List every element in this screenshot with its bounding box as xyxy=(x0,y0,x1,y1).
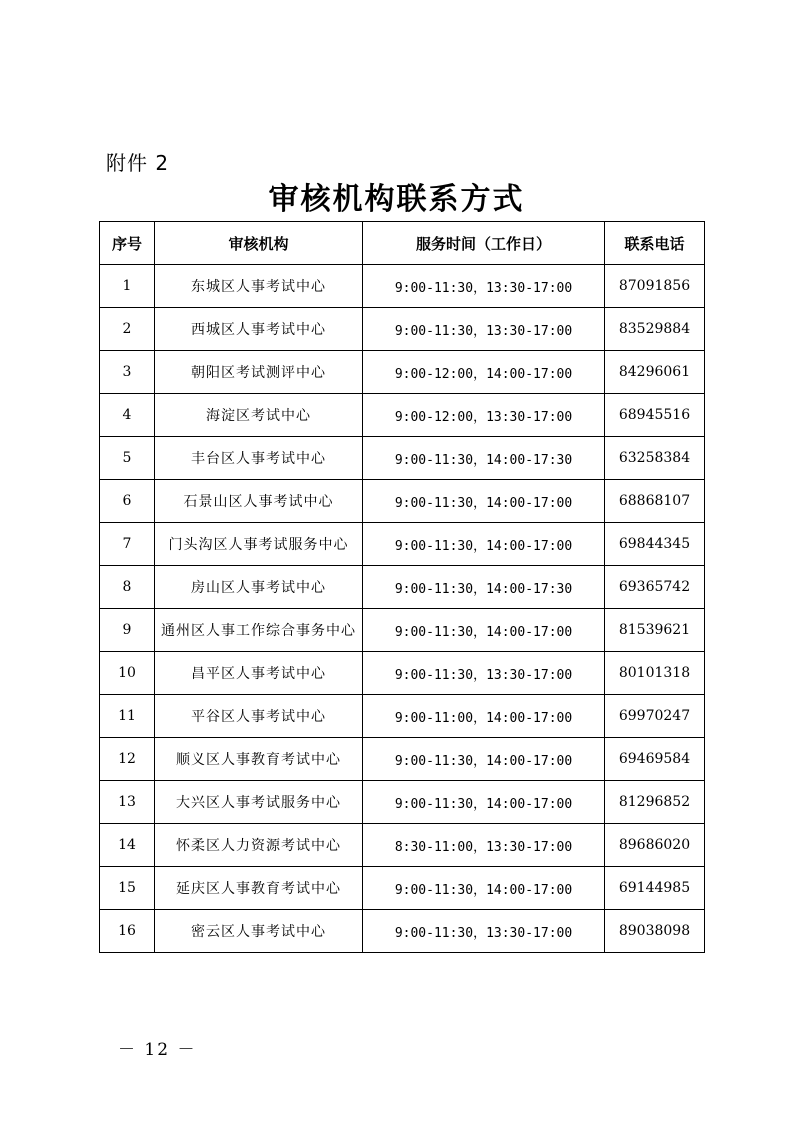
cell-review-agency: 怀柔区人力资源考试中心 xyxy=(155,824,363,867)
header-serial-number: 序号 xyxy=(100,222,155,265)
table-body xyxy=(100,265,705,953)
cell-review-agency: 延庆区人事教育考试中心 xyxy=(155,867,363,910)
cell-contact-phone: 81539621 xyxy=(605,609,705,652)
cell-service-hours: 9:00-11:00，14:00-17:00 xyxy=(363,695,605,738)
cell-review-agency: 门头沟区人事考试服务中心 xyxy=(155,523,363,566)
cell-review-agency: 通州区人事工作综合事务中心 xyxy=(155,609,363,652)
table-row xyxy=(100,523,705,566)
cell-service-hours: 9:00-12:00，14:00-17:00 xyxy=(363,351,605,394)
cell-service-hours: 9:00-11:30，14:00-17:00 xyxy=(363,480,605,523)
header-service-hours: 服务时间（工作日） xyxy=(363,222,605,265)
cell-contact-phone: 84296061 xyxy=(605,351,705,394)
cell-serial-number: 1 xyxy=(100,265,155,308)
cell-contact-phone: 69844345 xyxy=(605,523,705,566)
cell-review-agency: 朝阳区考试测评中心 xyxy=(155,351,363,394)
cell-review-agency: 昌平区人事考试中心 xyxy=(155,652,363,695)
cell-serial-number: 8 xyxy=(100,566,155,609)
cell-serial-number: 4 xyxy=(100,394,155,437)
cell-review-agency: 顺义区人事教育考试中心 xyxy=(155,738,363,781)
cell-serial-number: 9 xyxy=(100,609,155,652)
table-row xyxy=(100,910,705,953)
cell-service-hours: 9:00-11:30，13:30-17:00 xyxy=(363,910,605,953)
cell-service-hours: 9:00-11:30，14:00-17:00 xyxy=(363,523,605,566)
cell-review-agency: 东城区人事考试中心 xyxy=(155,265,363,308)
cell-contact-phone: 68868107 xyxy=(605,480,705,523)
cell-service-hours: 9:00-11:30，13:30-17:00 xyxy=(363,265,605,308)
table-header-row xyxy=(100,222,705,265)
contact-table xyxy=(99,221,705,953)
cell-serial-number: 12 xyxy=(100,738,155,781)
cell-service-hours: 8:30-11:00，13:30-17:00 xyxy=(363,824,605,867)
cell-review-agency: 大兴区人事考试服务中心 xyxy=(155,781,363,824)
cell-serial-number: 5 xyxy=(100,437,155,480)
cell-contact-phone: 80101318 xyxy=(605,652,705,695)
cell-contact-phone: 63258384 xyxy=(605,437,705,480)
cell-serial-number: 3 xyxy=(100,351,155,394)
cell-serial-number: 14 xyxy=(100,824,155,867)
cell-review-agency: 丰台区人事考试中心 xyxy=(155,437,363,480)
cell-contact-phone: 68945516 xyxy=(605,394,705,437)
table-row xyxy=(100,308,705,351)
cell-serial-number: 7 xyxy=(100,523,155,566)
attachment-label: 附件 2 xyxy=(106,151,170,175)
table-row xyxy=(100,867,705,910)
table-row xyxy=(100,781,705,824)
table-row xyxy=(100,609,705,652)
cell-contact-phone: 89686020 xyxy=(605,824,705,867)
cell-review-agency: 平谷区人事考试中心 xyxy=(155,695,363,738)
cell-service-hours: 9:00-11:30，14:00-17:00 xyxy=(363,781,605,824)
cell-serial-number: 15 xyxy=(100,867,155,910)
table-row xyxy=(100,265,705,308)
cell-service-hours: 9:00-11:30，13:30-17:00 xyxy=(363,652,605,695)
document-title: 审核机构联系方式 xyxy=(268,182,525,217)
cell-service-hours: 9:00-11:30，14:00-17:00 xyxy=(363,738,605,781)
page-number: － 12 － xyxy=(118,1040,197,1060)
cell-contact-phone: 83529884 xyxy=(605,308,705,351)
cell-service-hours: 9:00-11:30，13:30-17:00 xyxy=(363,308,605,351)
cell-contact-phone: 81296852 xyxy=(605,781,705,824)
header-contact-phone: 联系电话 xyxy=(605,222,705,265)
table-row xyxy=(100,652,705,695)
table-row xyxy=(100,738,705,781)
cell-serial-number: 2 xyxy=(100,308,155,351)
cell-review-agency: 房山区人事考试中心 xyxy=(155,566,363,609)
table-row xyxy=(100,351,705,394)
cell-contact-phone: 69144985 xyxy=(605,867,705,910)
cell-service-hours: 9:00-11:30，14:00-17:00 xyxy=(363,867,605,910)
cell-review-agency: 海淀区考试中心 xyxy=(155,394,363,437)
cell-serial-number: 6 xyxy=(100,480,155,523)
cell-review-agency: 密云区人事考试中心 xyxy=(155,910,363,953)
cell-review-agency: 石景山区人事考试中心 xyxy=(155,480,363,523)
cell-contact-phone: 69970247 xyxy=(605,695,705,738)
cell-serial-number: 11 xyxy=(100,695,155,738)
table-row xyxy=(100,566,705,609)
cell-review-agency: 西城区人事考试中心 xyxy=(155,308,363,351)
cell-service-hours: 9:00-11:30，14:00-17:30 xyxy=(363,566,605,609)
cell-contact-phone: 69469584 xyxy=(605,738,705,781)
cell-contact-phone: 69365742 xyxy=(605,566,705,609)
cell-service-hours: 9:00-12:00，13:30-17:00 xyxy=(363,394,605,437)
table-row xyxy=(100,394,705,437)
cell-service-hours: 9:00-11:30，14:00-17:30 xyxy=(363,437,605,480)
cell-contact-phone: 89038098 xyxy=(605,910,705,953)
cell-contact-phone: 87091856 xyxy=(605,265,705,308)
table-row xyxy=(100,824,705,867)
table-row xyxy=(100,695,705,738)
table-row xyxy=(100,437,705,480)
cell-serial-number: 16 xyxy=(100,910,155,953)
cell-serial-number: 10 xyxy=(100,652,155,695)
header-review-agency: 审核机构 xyxy=(155,222,363,265)
cell-service-hours: 9:00-11:30，14:00-17:00 xyxy=(363,609,605,652)
table-row xyxy=(100,480,705,523)
cell-serial-number: 13 xyxy=(100,781,155,824)
